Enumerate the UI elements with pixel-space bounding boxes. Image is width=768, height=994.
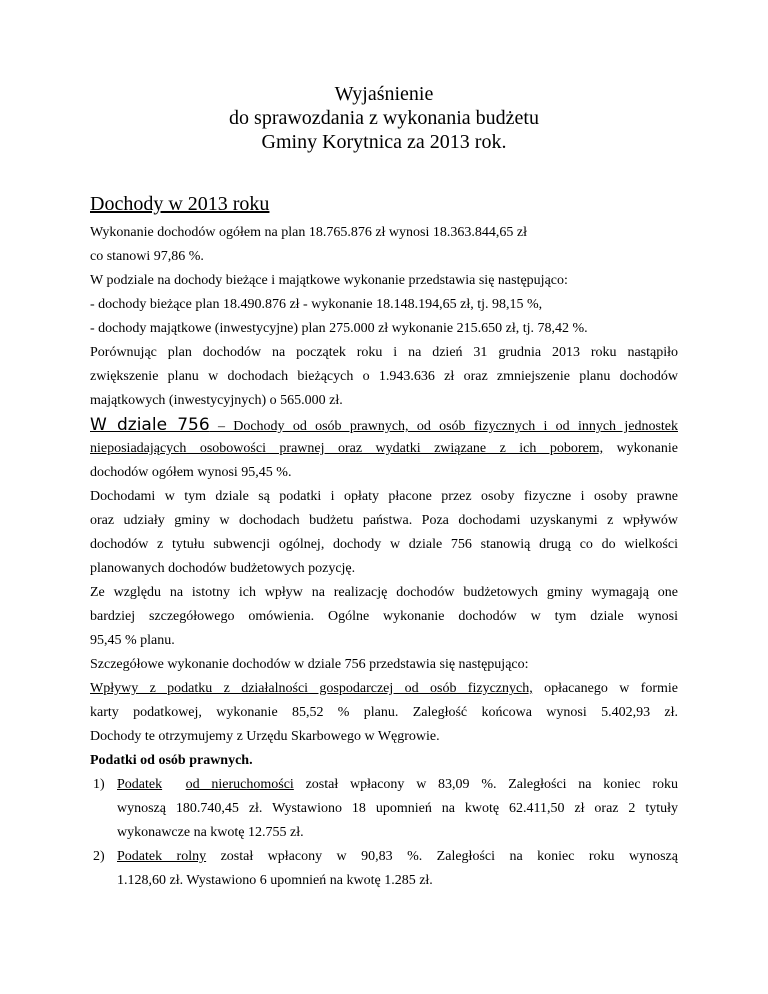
list-item (90, 845, 678, 893)
list-item-1-line-1 (117, 773, 678, 797)
dzial-line-2 (90, 437, 678, 461)
title-line-2: do sprawozdania z wykonania budżetu (229, 107, 539, 129)
list-item-1-rest: został wpłacony w 83,09 %. Zaległości na koniec roku (293, 777, 678, 792)
document-title (0, 82, 768, 154)
podatki-list (90, 773, 678, 893)
p3-line-2: zwiększenie planu w dochodach bieżących o 1.943.636 zł oraz zmniejszenie planu dochodów (90, 369, 678, 384)
p3-line-3: majątkowych (inwestycyjnych) o 565.000 zł. (90, 393, 343, 408)
p1-line-2: co stanowi 97,86 %. (90, 249, 204, 264)
p7-underlined: Wpływy z podatku z działalności gospodarczej od osób fizycznych, (90, 681, 533, 696)
list-item-1-u2: od nieruchomości (185, 777, 294, 792)
list-item-2-u1: Podatek rolny (117, 849, 207, 864)
dzial-after: wykonanie (603, 441, 678, 456)
p7-line-3: Dochody te otrzymujemy z Urzędu Skarbowego w Węgrowie. (90, 729, 440, 744)
dzial-desc-2: nieposiadających osobowości prawnej oraz wydatki związane z ich poborem, (90, 441, 604, 456)
p5-line-2: bardziej szczegółowego omówienia. Ogólne wykonanie dochodów w tym dziale wynosi (90, 609, 678, 624)
list-item-number: 2) (93, 849, 105, 864)
p5-line-1: Ze względu na istotny ich wpływ na realizację dochodów budżetowych gminy wymagają one (90, 585, 678, 600)
list-item-number: 1) (93, 777, 105, 792)
dzial-line-1 (90, 413, 678, 437)
podatki-heading (90, 749, 678, 773)
title-line-1: Wyjaśnienie (334, 83, 434, 105)
p7-line-2: karty podatkowej, wykonanie 85,52 % planu. Zaległość końcowa wynosi 5.402,93 zł. (90, 705, 678, 720)
p5-line-3: 95,45 % planu. (90, 633, 175, 648)
dzial-line3-a: dochodów ogółem (90, 465, 194, 480)
dzial-line-3 (90, 461, 678, 485)
p2-item-1: - dochody bieżące plan 18.490.876 zł - wykonanie 18.148.194,65 zł, tj. 98,15 %, (90, 297, 543, 312)
section-heading: Dochody w 2013 roku (90, 193, 270, 215)
p2-item-2: - dochody majątkowe (inwestycyjne) plan 275.000 zł wykonanie 215.650 zł, tj. 78,42 %. (90, 321, 588, 336)
list-item-1-line-2: wynoszą 180.740,45 zł. Wystawiono 18 upomnień na kwotę 62.411,50 zł oraz 2 tytuły (117, 801, 678, 816)
p4-line-4: planowanych dochodów budżetowych pozycję. (90, 561, 356, 576)
dzial-label: W dziale 756 (90, 415, 210, 435)
list-item-2-rest: został wpłacony w 90,83 %. Zaległości na koniec roku wynoszą (206, 849, 678, 864)
list-item-1-line-3: wykonawcze na kwotę 12.755 zł. (117, 825, 304, 840)
p4-line-3: dochodów z tytułu subwencji ogólnej, dochody w dziale 756 stanowią drugą co do wielkości (90, 537, 678, 552)
p1-line-1: Wykonanie dochodów ogółem na plan 18.765.876 zł wynosi 18.363.844,65 zł (90, 225, 527, 240)
p6-line: Szczegółowe wykonanie dochodów w dziale 756 przedstawia się następująco: (90, 657, 529, 672)
document-body (90, 221, 678, 893)
p2-intro: W podziale na dochody bieżące i majątkowe wykonanie przedstawia się następująco: (90, 273, 568, 288)
dzial-line3-b: wynosi 95,45 %. (193, 465, 292, 480)
p3-line-1: Porównując plan dochodów na początek roku i na dzień 31 grudnia 2013 roku nastąpiło (90, 345, 678, 360)
list-item (90, 773, 678, 845)
dzial-desc-1: – Dochody od osób prawnych, od osób fizycznych i od innych jednostek (209, 419, 678, 434)
p7-rest: opłacanego w formie (532, 681, 678, 696)
title-line-3: Gminy Korytnica za 2013 rok. (261, 131, 507, 153)
list-item-2-line-2: 1.128,60 zł. Wystawiono 6 upomnień na kwotę 1.285 zł. (117, 873, 433, 888)
p7-line-1 (90, 677, 678, 701)
list-item-2-line-1 (117, 845, 678, 869)
p4-line-1: Dochodami w tym dziale są podatki i opłaty płacone przez osoby fizyczne i osoby prawne (90, 489, 678, 504)
p4-line-2: oraz udziały gminy w dochodach budżetu państwa. Poza dochodami uzyskanymi z wpływów (90, 513, 678, 528)
list-item-1-u1: Podatek (117, 777, 163, 792)
podatki-heading-text: Podatki od osób prawnych. (90, 753, 253, 768)
